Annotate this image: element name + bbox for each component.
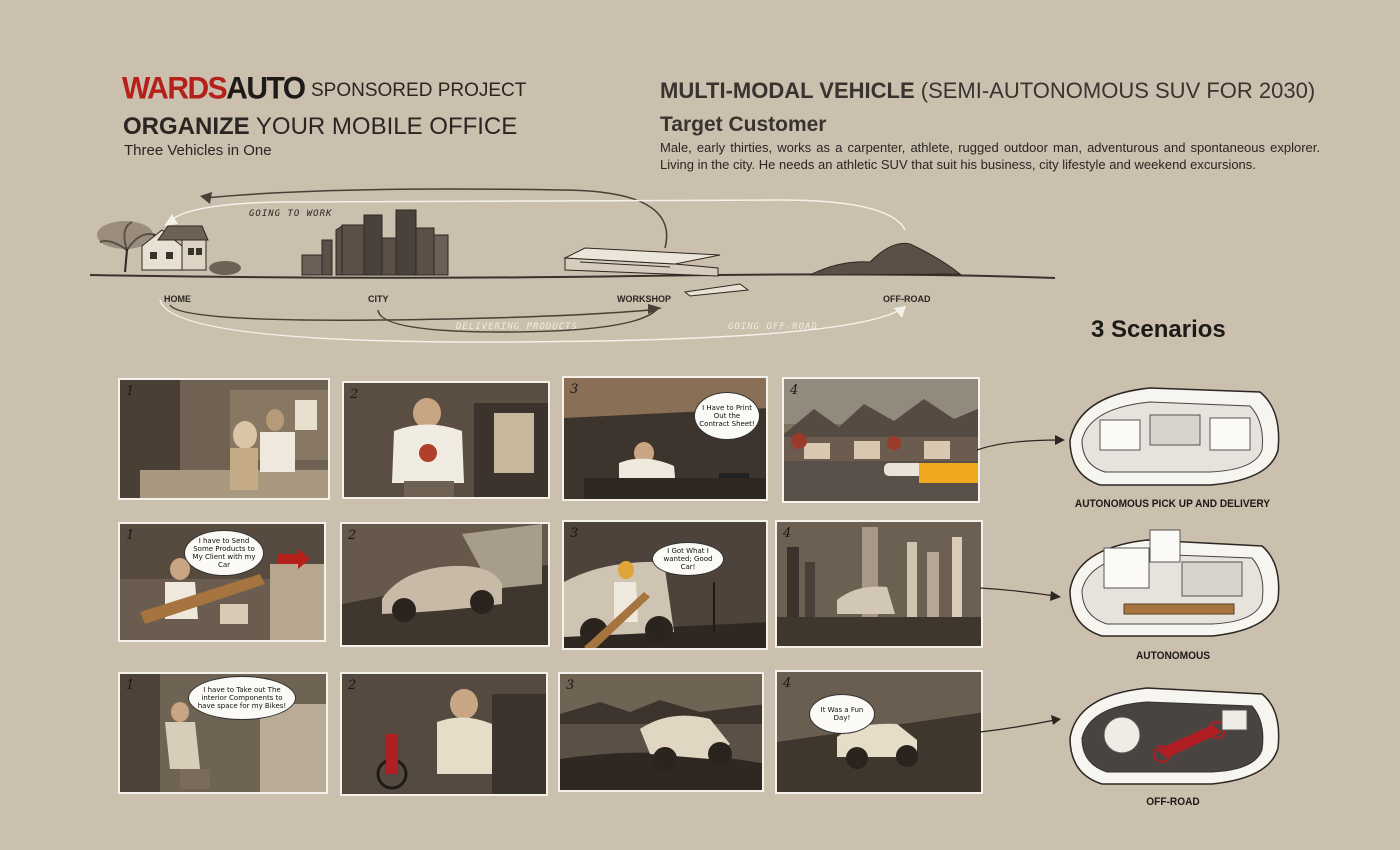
page-subtitle: Three Vehicles in One <box>124 142 272 159</box>
storyboard-r2-p3 <box>562 520 768 650</box>
storyboard-r1-p4 <box>782 377 980 503</box>
vehicle-cutaway-autonomous <box>1062 528 1284 646</box>
target-customer-heading: Target Customer <box>660 113 827 136</box>
place-offroad: OFF-ROAD <box>883 294 931 304</box>
panel-number: 3 <box>566 678 575 693</box>
route-offroad <box>160 300 900 342</box>
target-customer-description: Male, early thirties, works as a carpenter, athlete, rugged outdoor man, adventurous and spontaneous explorer. Living in the city. He needs an athletic SUV that suit his business, city lifestyle and weekend excursions. <box>660 140 1320 172</box>
place-city: CITY <box>368 294 389 304</box>
ground-line <box>90 274 1055 278</box>
panel-number: 3 <box>570 382 579 397</box>
storyboard-r3-p1 <box>118 672 328 794</box>
wardsauto-logo: WARDSAUTO <box>122 71 305 106</box>
scenario-caption-autonomous: AUTONOMOUS <box>1135 650 1211 662</box>
journey-diagram <box>80 180 1070 345</box>
panel-number: 1 <box>126 384 135 399</box>
storyboard-r2-p2 <box>340 522 550 647</box>
route-label-deliver: DELIVERING PRODUCTS <box>456 322 578 332</box>
panel-number: 4 <box>783 676 792 691</box>
storyboard-r1-p3 <box>562 376 768 501</box>
sponsored-label: SPONSORED PROJECT <box>311 80 527 101</box>
storyboard-r3-p3 <box>558 672 764 792</box>
storyboard-r2-p1 <box>118 522 326 642</box>
route-label-work: GOING TO WORK <box>249 209 333 219</box>
storyboard-r3-p4 <box>775 670 983 794</box>
place-home: HOME <box>164 294 191 304</box>
workshop-illustration <box>565 248 748 296</box>
place-workshop: WORKSHOP <box>617 294 671 304</box>
scenario-arrows <box>975 420 1065 750</box>
storyboard-r3-p2 <box>340 672 548 796</box>
scenario-caption-offroad: OFF-ROAD <box>1146 796 1200 808</box>
panel-number: 4 <box>790 383 799 398</box>
panel-number: 2 <box>348 528 357 543</box>
vehicle-cutaway-delivery <box>1060 380 1285 495</box>
speech-bubble: It Was a Fun Day! <box>809 694 875 734</box>
panel-number: 1 <box>126 678 135 693</box>
panel-number: 3 <box>570 526 579 541</box>
vehicle-cutaway-offroad <box>1062 680 1284 795</box>
offroad-hill <box>810 243 960 275</box>
route-label-offroad: GOING OFF-ROAD <box>728 322 818 332</box>
scenarios-heading: 3 Scenarios <box>1091 316 1226 343</box>
home-illustration <box>97 221 241 275</box>
panel-number: 1 <box>126 528 135 543</box>
speech-bubble: I Have to Print Out the Contract Sheet! <box>694 392 760 440</box>
speech-bubble: I have to Take out The interior Components to have space for my Bikes! <box>188 676 296 720</box>
panel-number: 2 <box>350 387 359 402</box>
speech-bubble: I have to Send Some Products to My Client with my Car <box>184 530 264 576</box>
panel-number: 2 <box>348 678 357 693</box>
speech-bubble: I Got What I wanted; Good Car! <box>652 542 724 576</box>
storyboard-r1-p1 <box>118 378 330 500</box>
route-work <box>170 305 650 320</box>
scenario-caption-delivery: AUTONOMOUS PICK UP AND DELIVERY <box>1074 498 1271 510</box>
city-illustration <box>302 210 448 275</box>
page-title: ORGANIZE YOUR MOBILE OFFICE <box>123 113 518 140</box>
storyboard-r2-p4 <box>775 520 983 648</box>
saw-icon <box>685 284 748 296</box>
panel-number: 4 <box>783 526 792 541</box>
storyboard-r1-p2 <box>342 381 550 499</box>
project-title: MULTI-MODAL VEHICLE (SEMI-AUTONOMOUS SUV FOR 2030) <box>660 78 1316 103</box>
